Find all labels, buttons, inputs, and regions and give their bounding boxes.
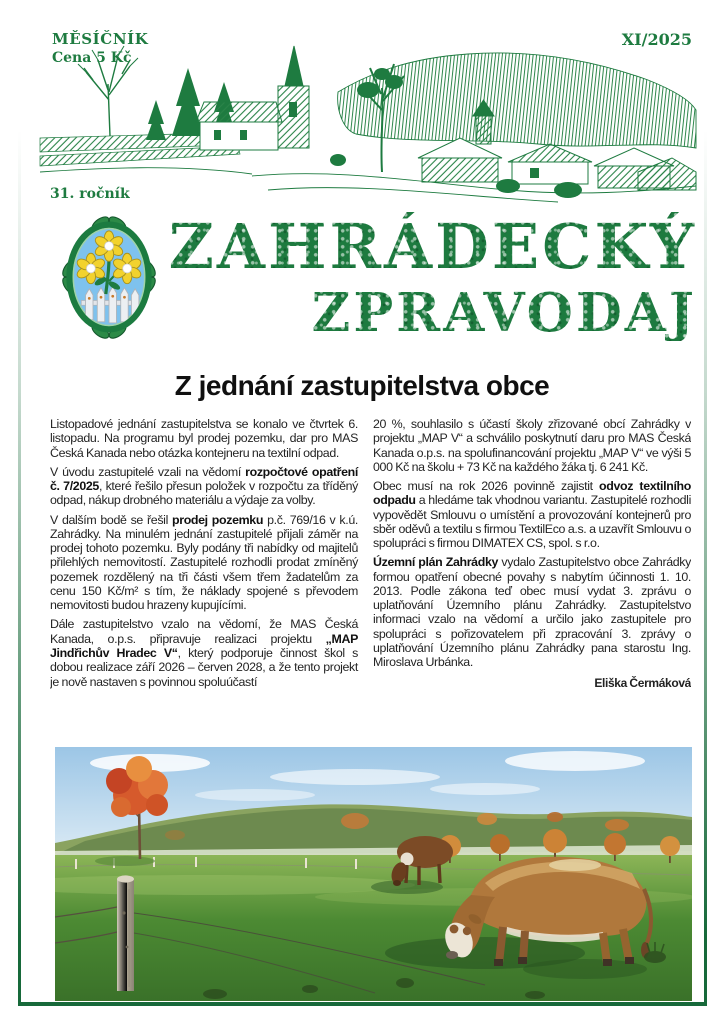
paragraph: 20 %, souhlasilo s účastí školy zřizované obcí Zahrádky v projektu „MAP V“ a schválilo poskytnutí daru pro MAS Česká Kanada o.p.s. na spolufinancování projektu „MAP V“ ve výši 5 000 Kč na školu + 73 Kč na každého žáka tj. 6 241 Kč. xyxy=(373,417,691,474)
paragraph: V dalším bodě se řešil prodej pozemku p.č. 769/16 v k.ú. Zahrádky. Na minulém jednání zastupitelé přijali záměr na prodej tohoto pozemku. Byly podány tři nabídky od majitelů přilehlých nemovitostí. Zastupitelé rozhodli prodat zmíněný pozemek rozdělený na tři části všem třem žadatelům za cenu 150 Kč/m² s tím, že náklady spojené s převodem nemovitosti budou hrazeny kupujícími. xyxy=(50,512,359,613)
article-headline: Z jednání zastupitelstva obce xyxy=(174,370,550,401)
issue-number: XI/2025 xyxy=(621,30,692,49)
article-column-right xyxy=(373,417,691,750)
masthead-meta xyxy=(52,30,148,66)
title-line-2: ZPRAVODAJ xyxy=(169,285,697,341)
newsletter-title xyxy=(168,210,697,344)
title-line-1: ZAHRÁDECKÝ xyxy=(168,210,697,283)
pasture-photo xyxy=(55,747,692,1001)
article-body xyxy=(50,417,691,750)
paragraph: Listopadové jednání zastupitelstva se konalo ve čtvrtek 6. listopadu. Na programu byl prodej pozemku, dar pro MAS Česká Kanada nebo otázka kontejneru na textilní odpad. xyxy=(50,417,358,460)
page-border-right xyxy=(704,130,707,1006)
price-label: Cena 5 Kč xyxy=(52,50,132,66)
paragraph: Dále zastupitelstvo vzalo na vědomí, že MAS Česká Kanada, o.p.s. připravuje realizaci projektu „MAP Jindřichův Hradec V“, který podporuje činnost škol s dobou realizace září 2026 – červen 2028, a že tento projekt je nově nastaven s povinnou spoluúčastí xyxy=(50,617,358,689)
page-border-bottom xyxy=(18,1002,707,1006)
author-signature: Eliška Čermáková xyxy=(594,675,691,690)
paragraph: V úvodu zastupitelé vzali na vědomí rozpočtové opatření č. 7/2025, které řešilo přesun položek v rozpočtu za tříděný odpad, nákup drobného materiálu a výdaje za volby. xyxy=(50,464,358,508)
page-border-left xyxy=(18,130,21,1006)
paragraph: Územní plán Zahrádky vydalo Zastupitelstvo obce Zahrádky formou opatření obecné povahy s nabytím účinnosti 1. 10. 2013. Podle zákona teď obec musí vydat 3. zprávu o uplatňování Územního plánu Zahrádky. Zastupitelstvo informaci vzalo na vědomí a určilo jako zastupitele pro spolupráci s pořizovatelem při zpracování 3. zprávy o uplatňování Územního plánu Zahrádky pana starostu Ing. Miroslava Urbánka. xyxy=(373,555,691,670)
periodicity-label: MĚSÍČNÍK xyxy=(52,30,149,48)
village-sketch-illustration xyxy=(38,40,700,218)
volume-label: 31. ročník xyxy=(50,186,130,202)
article-column-left xyxy=(50,417,358,750)
municipal-emblem xyxy=(55,213,163,341)
paragraph: Obec musí na rok 2026 povinně zajistit odvoz textilního odpadu a hledáme tak vhodnou variantu. Zastupitelé rozhodli vypovědět Smlouvu o umístění a provozování kontejnerů pro sběr oděvů a textilu s firmou TextilEco a.s. a uzavřít Smlouvu o spolupráci s firmou DIMATEX CS, spol. s r.o. xyxy=(373,479,691,551)
article-column-right-paras xyxy=(373,417,691,670)
